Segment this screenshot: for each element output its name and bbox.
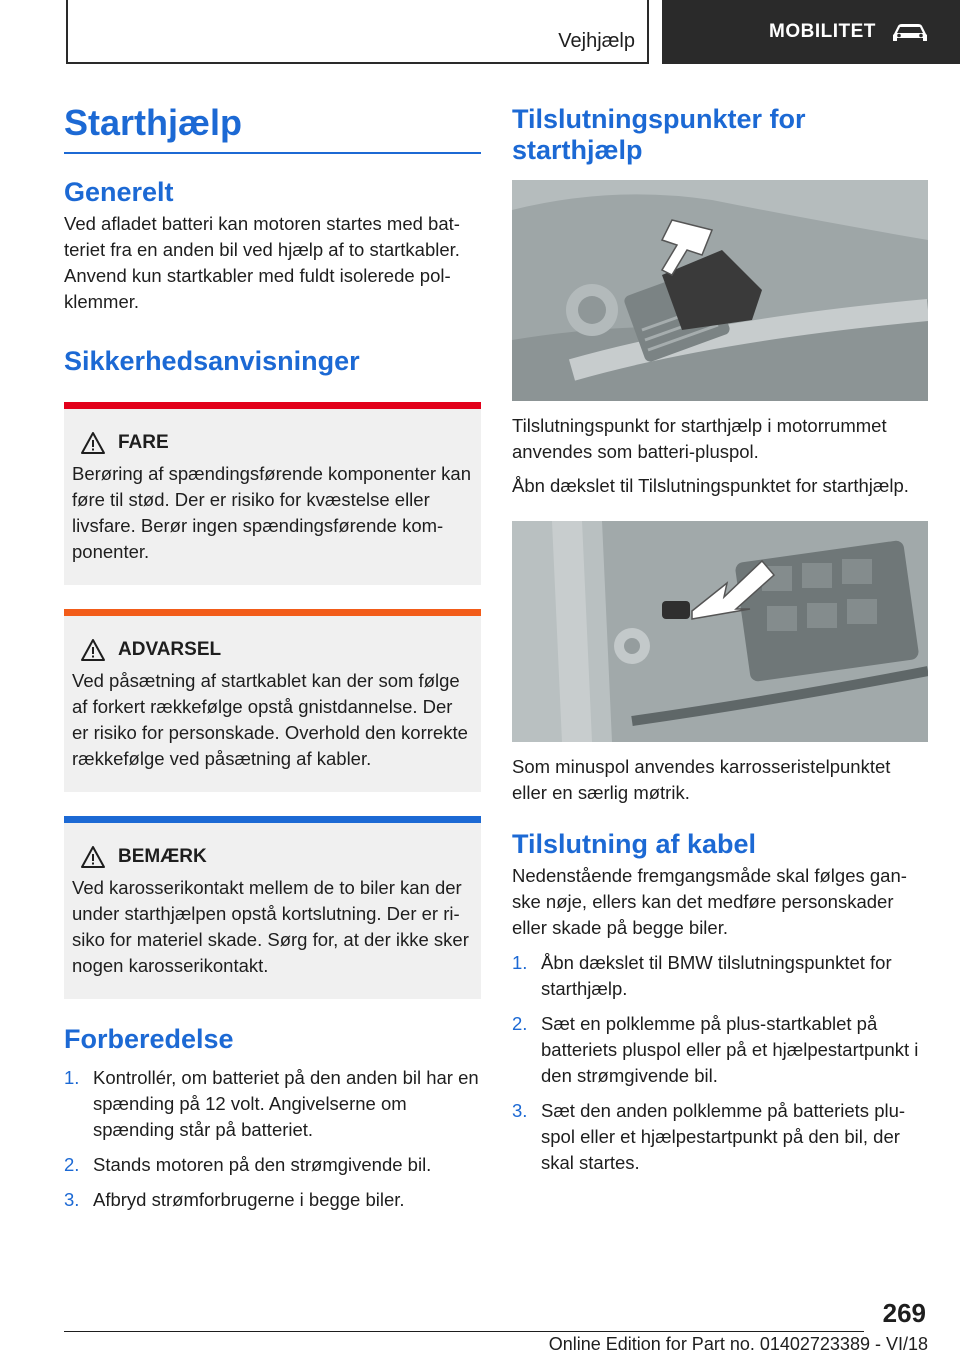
- list-item: 3. Afbryd strømforbrugerne i begge biler.: [64, 1189, 405, 1210]
- header-section-title: Vejhjælp: [558, 30, 635, 52]
- tilslutning-steps: [512, 950, 928, 1176]
- list-item: 2. Stands motoren på den strømgivende bil.: [64, 1154, 432, 1175]
- generelt-text: Ved afladet batteri kan motoren startes med batteriet fra en anden bil ved hjælp af to startkabler. Anvend kun startkabler med fuldt isolerede polklemmer.: [64, 213, 460, 312]
- tilslutning-intro: Nedenstående fremgangsmåde skal følges ganske nøje, ellers kan det medføre personskader eller skade på begge biler.: [512, 865, 907, 938]
- engine-bay-photo-minus: [512, 521, 928, 742]
- warning-title: ADVARSEL: [118, 639, 222, 660]
- forberedelse-steps: [64, 1065, 481, 1213]
- list-item: 1. Åbn dækslet til BMW tilslutningspunktet for starthjælp.: [512, 952, 892, 999]
- heading-tilslutningspunkter: Tilslutningspunkter for starthjælp: [512, 104, 806, 165]
- warning-triangle-icon: [80, 638, 106, 662]
- heading-sikkerhedsanvisninger: Sikkerhedsanvisninger: [64, 346, 360, 376]
- caption-plus-pole: Tilslutningspunkt for starthjælp i motorrummet anvendes som batteri-pluspol.: [512, 415, 887, 462]
- title-divider: [64, 152, 481, 154]
- list-item: 1. Kontrollér, om batteriet på den anden bil har en spænding på 12 volt. Angivelserne om spænding står på batteriet.: [64, 1067, 479, 1140]
- right-column: [512, 100, 928, 1176]
- warning-text: Ved påsætning af startkablet kan der som følge af forkert rækkefølge opstå gnistdannelse. Der er risiko for personskade. Overhold den korrekte rækkefølge ved påsætning af kabler.: [72, 670, 468, 769]
- footer-divider: [64, 1331, 864, 1332]
- car-icon: [890, 20, 930, 44]
- warning-title: BEMÆRK: [118, 846, 207, 867]
- warning-title: FARE: [118, 432, 169, 453]
- page-title: Starthjælp: [64, 102, 243, 143]
- warning-box-fare: [64, 402, 481, 585]
- warning-text: Ved karosserikontakt mellem de to biler kan der under starthjælpen opstå kortslutning. Der er risiko for materiel skade. Sørg for, at der ikke sker nogen karosserikontakt.: [72, 877, 469, 976]
- warning-text: Berøring af spændingsførende komponenter kan føre til stød. Der er risiko for kvæstelse eller livsfare. Berør ingen spændingsførende komponenter.: [72, 463, 471, 562]
- edition-note: Online Edition for Part no. 01402723389 - VI/18: [548, 1334, 928, 1354]
- warning-triangle-icon: [80, 431, 106, 455]
- chapter-tab-label: MOBILITET: [769, 21, 876, 42]
- heading-tilslutning-af-kabel: Tilslutning af kabel: [512, 829, 757, 859]
- page-number: 269: [882, 1298, 926, 1328]
- caption-open-cover: Åbn dækslet til Tilslutningspunktet for starthjælp.: [512, 475, 909, 496]
- list-item: 2. Sæt en polklemme på plus-startkablet på batteriets pluspol eller på et hjælpestartpunkt i den strømgivende bil.: [512, 1013, 919, 1086]
- chapter-tab[interactable]: [662, 0, 960, 64]
- warning-box-bemaerk: [64, 816, 481, 999]
- caption-minus-pole: Som minuspol anvendes karrosseristelpunktet eller en særlig møtrik.: [512, 756, 891, 803]
- engine-bay-photo-plus: [512, 180, 928, 401]
- heading-generelt: Generelt: [64, 177, 174, 207]
- left-column: [64, 100, 481, 1213]
- heading-forberedelse: Forberedelse: [64, 1024, 234, 1054]
- list-item: 3. Sæt den anden polklemme på batteriets pluspol eller et hjælpestartpunkt på den bil, der skal startes.: [512, 1100, 906, 1173]
- warning-triangle-icon: [80, 845, 106, 869]
- warning-box-advarsel: [64, 609, 481, 792]
